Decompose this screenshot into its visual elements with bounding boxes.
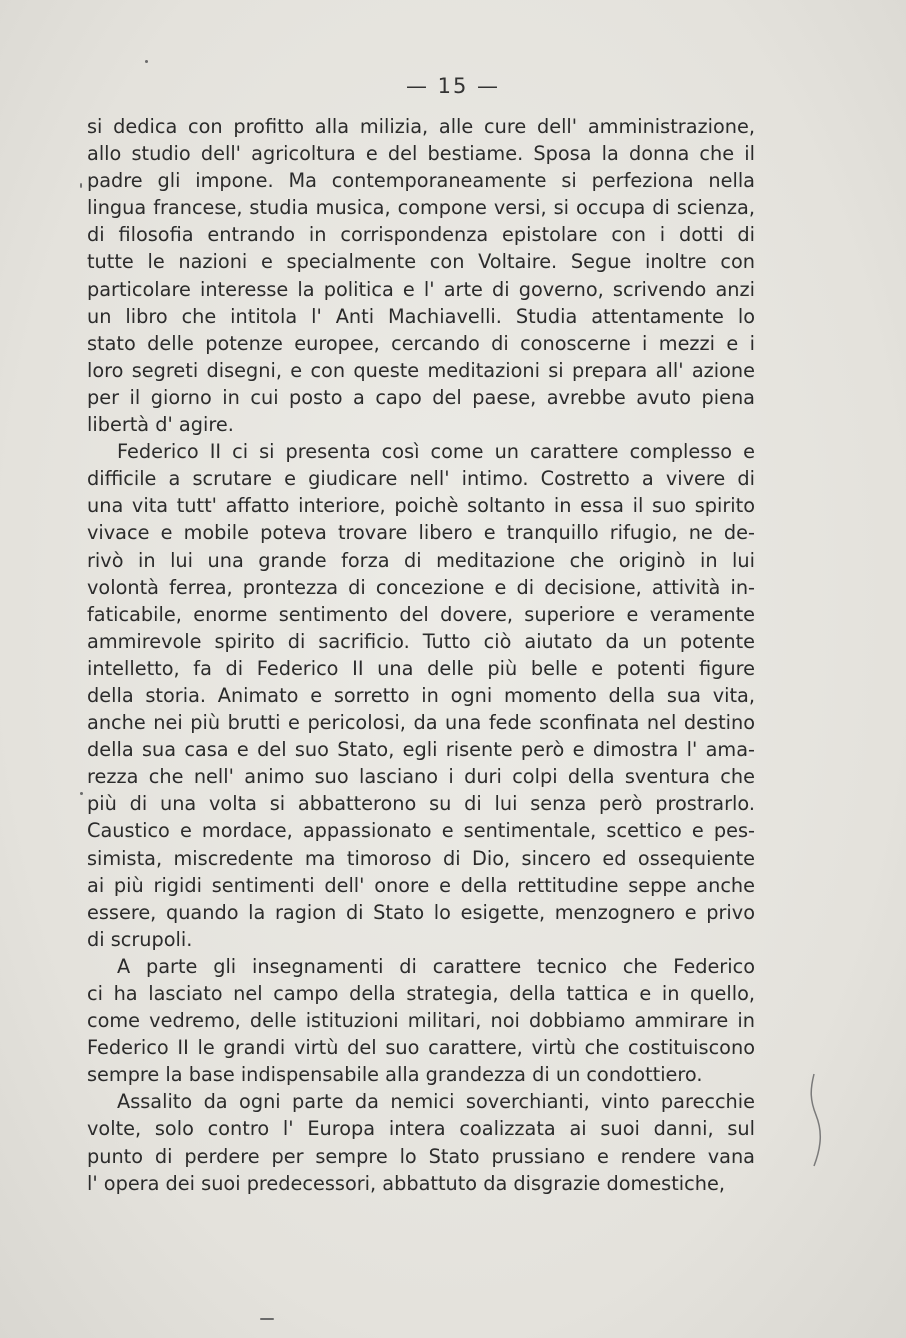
text-line: l' opera dei suoi predecessori, abbattuto da disgrazie domestiche, (87, 1171, 725, 1195)
text-line: per il giorno in cui posto a capo del paese, avrebbe avuto piena (87, 385, 755, 409)
text-line: ai più rigidi sentimenti dell' onore e della rettitudine seppe anche (87, 873, 755, 897)
scan-speck (80, 183, 82, 188)
text-line: Caustico e mordace, appassionato e sentimentale, scettico e pes- (87, 819, 755, 843)
text-line: punto di perdere per sempre lo Stato prussiano e rendere vana (87, 1144, 755, 1168)
text-line: A parte gli insegnamenti di carattere tecnico che Federico (117, 954, 755, 978)
text-line: lingua francese, studia musica, compone versi, si occupa di scienza, (87, 196, 755, 220)
text-line: particolare interesse la politica e l' arte di governo, scrivendo anzi (87, 277, 755, 301)
scan-speck (145, 60, 148, 63)
text-line: sempre la base indispensabile alla grandezza di un condottiero. (87, 1063, 703, 1087)
paragraph (87, 1088, 755, 1196)
paragraph (87, 953, 755, 1088)
text-line: anche nei più brutti e pericolosi, da una fede sconfinata nel destino (87, 711, 755, 735)
text-line: Federico II ci si presenta così come un carattere complesso e (117, 440, 755, 464)
text-line: essere, quando la ragion di Stato lo esigette, menzognero e privo (87, 900, 755, 924)
text-line: libertà d' agire. (87, 413, 234, 437)
text-line: volte, solo contro l' Europa intera coalizzata ai suoi danni, sul (87, 1117, 755, 1141)
text-line: difficile a scrutare e giudicare nell' intimo. Costretto a vivere di (87, 467, 755, 491)
paragraph (87, 438, 755, 953)
text-line: di scrupoli. (87, 927, 193, 951)
text-line: Assalito da ogni parte da nemici soverchianti, vinto parecchie (117, 1090, 755, 1114)
text-line: rezza che nell' animo suo lasciano i duri colpi della sventura che (87, 765, 755, 789)
text-line: volontà ferrea, prontezza di concezione e di decisione, attività in- (87, 575, 755, 599)
text-line: faticabile, enorme sentimento del dovere, superiore e veramente (87, 602, 755, 626)
scan-speck (80, 792, 83, 795)
text-line: allo studio dell' agricoltura e del bestiame. Sposa la donna che il (87, 142, 755, 166)
paragraph (87, 113, 755, 438)
text-line: si dedica con profitto alla milizia, alle cure dell' amministrazione, (87, 115, 755, 138)
text-line: di filosofia entrando in corrispondenza epistolare con i dotti di (87, 223, 755, 247)
page-number: — 15 — (405, 74, 501, 98)
text-line: intelletto, fa di Federico II una delle più belle e potenti figure (87, 656, 755, 680)
text-line: più di una volta si abbatterono su di lui senza però prostrarlo. (87, 792, 755, 816)
text-line: della sua casa e del suo Stato, egli risente però e dimostra l' ama- (87, 738, 755, 762)
text-line: stato delle potenze europee, cercando di conoscerne i mezzi e i (87, 331, 755, 355)
text-line: ci ha lasciato nel campo della strategia, della tattica e in quello, (87, 982, 755, 1005)
text-line: un libro che intitola l' Anti Machiavelli. Studia attentamente lo (87, 304, 755, 328)
margin-bracket-mark (808, 1070, 828, 1170)
text-line: della storia. Animato e sorretto in ogni momento della sua vita, (87, 683, 755, 707)
text-line: Federico II le grandi virtù del suo carattere, virtù che costituiscono (87, 1036, 755, 1060)
text-line: una vita tutt' affatto interiore, poichè soltanto in essa il suo spirito (87, 494, 755, 518)
text-line: come vedremo, delle istituzioni militari, noi dobbiamo ammirare in (87, 1009, 755, 1033)
text-line: simista, miscredente ma timoroso di Dio, sincero ed ossequiente (87, 846, 755, 870)
body-text (87, 113, 755, 1197)
text-line: tutte le nazioni e specialmente con Voltaire. Segue inoltre con (87, 250, 755, 274)
text-line: rivò in lui una grande forza di meditazione che originò in lui (87, 548, 755, 572)
scan-speck (260, 1318, 274, 1320)
text-line: vivace e mobile poteva trovare libero e tranquillo rifugio, ne de- (87, 521, 755, 545)
text-line: loro segreti disegni, e con queste meditazioni si prepara all' azione (87, 358, 755, 382)
text-line: padre gli impone. Ma contemporaneamente si perfeziona nella (87, 169, 755, 193)
text-line: ammirevole spirito di sacrificio. Tutto ciò aiutato da un potente (87, 629, 755, 653)
